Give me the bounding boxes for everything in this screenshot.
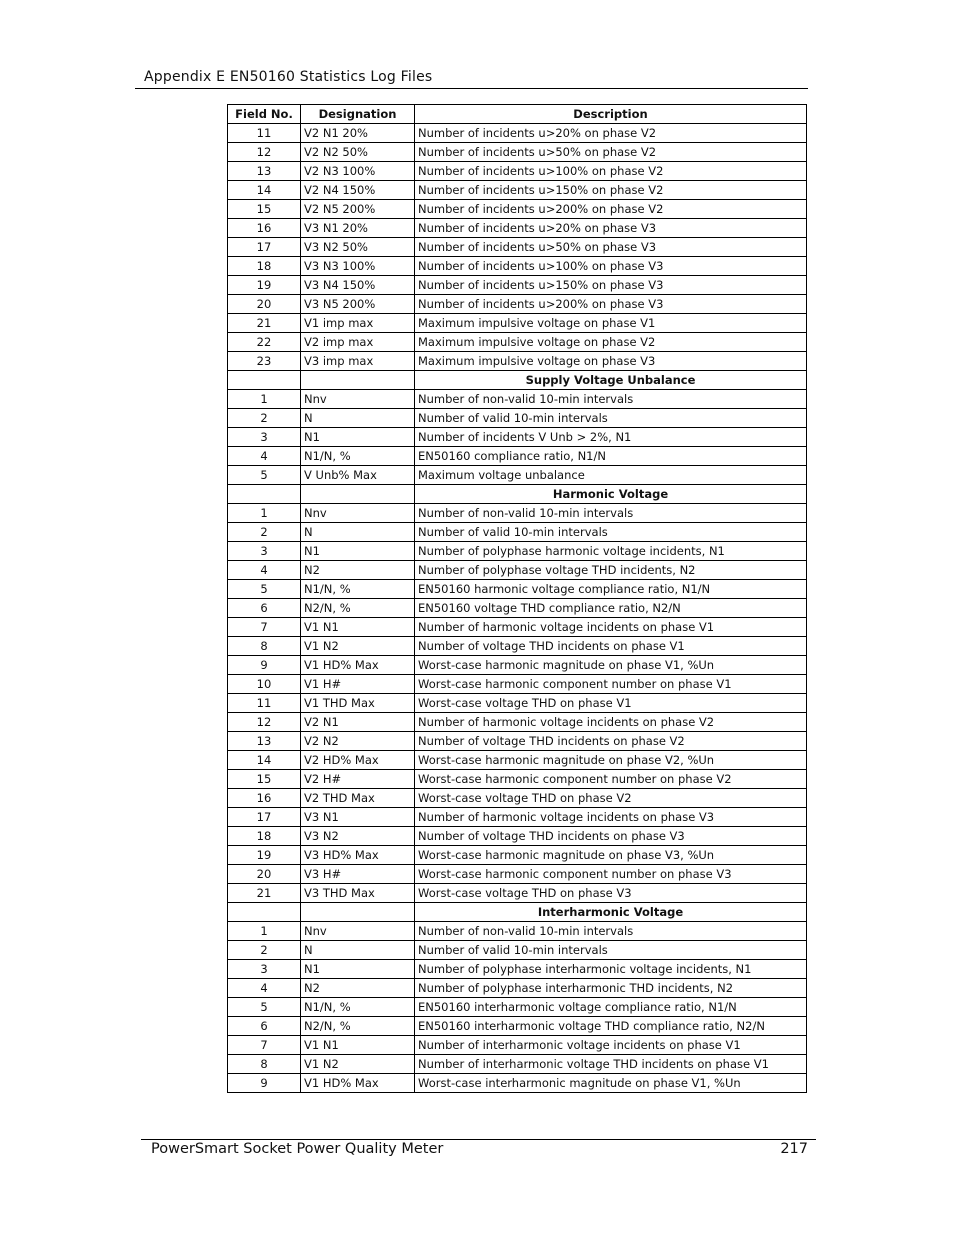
- table-row: [228, 409, 807, 428]
- description-cell: Number of non-valid 10-min intervals: [415, 504, 807, 523]
- table-row: [228, 580, 807, 599]
- section-title-cell: Harmonic Voltage: [415, 485, 807, 504]
- description-cell: Number of polyphase interharmonic THD incidents, N2: [415, 979, 807, 998]
- field-no-cell: 5: [228, 998, 301, 1017]
- designation-cell: Nnv: [301, 922, 415, 941]
- table-row: [228, 979, 807, 998]
- table-row: [228, 143, 807, 162]
- description-cell: Number of incidents u>200% on phase V2: [415, 200, 807, 219]
- description-cell: Number of incidents u>200% on phase V3: [415, 295, 807, 314]
- table-row: [228, 352, 807, 371]
- designation-cell: V2 N1: [301, 713, 415, 732]
- field-no-cell: 4: [228, 561, 301, 580]
- field-no-cell: 1: [228, 504, 301, 523]
- field-no-cell: 21: [228, 314, 301, 333]
- designation-cell: V3 N3 100%: [301, 257, 415, 276]
- designation-cell: N1/N, %: [301, 580, 415, 599]
- designation-cell: V1 imp max: [301, 314, 415, 333]
- designation-cell: V1 THD Max: [301, 694, 415, 713]
- field-no-cell: [228, 371, 301, 390]
- description-cell: Number of voltage THD incidents on phase V2: [415, 732, 807, 751]
- designation-cell: V3 N2 50%: [301, 238, 415, 257]
- section-title-cell: Interharmonic Voltage: [415, 903, 807, 922]
- field-no-cell: 5: [228, 466, 301, 485]
- field-no-cell: 14: [228, 751, 301, 770]
- field-no-cell: 2: [228, 409, 301, 428]
- designation-cell: N2: [301, 979, 415, 998]
- description-cell: Worst-case voltage THD on phase V3: [415, 884, 807, 903]
- description-cell: Worst-case harmonic magnitude on phase V3, %Un: [415, 846, 807, 865]
- field-no-cell: 9: [228, 656, 301, 675]
- designation-cell: Nnv: [301, 390, 415, 409]
- description-cell: Number of polyphase harmonic voltage incidents, N1: [415, 542, 807, 561]
- table-body: [228, 124, 807, 1093]
- designation-cell: V3 imp max: [301, 352, 415, 371]
- designation-cell: V3 N1 20%: [301, 219, 415, 238]
- field-no-cell: 10: [228, 675, 301, 694]
- table-row: [228, 732, 807, 751]
- field-no-cell: 17: [228, 238, 301, 257]
- table-section-row: [228, 371, 807, 390]
- table-row: [228, 618, 807, 637]
- designation-cell: V2 HD% Max: [301, 751, 415, 770]
- table-row: [228, 1055, 807, 1074]
- field-no-cell: [228, 903, 301, 922]
- designation-cell: N: [301, 941, 415, 960]
- field-no-cell: 1: [228, 390, 301, 409]
- table-row: [228, 751, 807, 770]
- table-row: [228, 181, 807, 200]
- designation-cell: V1 HD% Max: [301, 1074, 415, 1093]
- table-row: [228, 713, 807, 732]
- column-header-field-no: Field No.: [228, 105, 301, 124]
- field-no-cell: 6: [228, 1017, 301, 1036]
- description-cell: Maximum voltage unbalance: [415, 466, 807, 485]
- designation-cell: V3 HD% Max: [301, 846, 415, 865]
- description-cell: Worst-case interharmonic magnitude on phase V1, %Un: [415, 1074, 807, 1093]
- field-no-cell: 11: [228, 124, 301, 143]
- table-row: [228, 846, 807, 865]
- designation-cell: N1: [301, 960, 415, 979]
- table-row: [228, 998, 807, 1017]
- field-no-cell: 4: [228, 447, 301, 466]
- table-row: [228, 1036, 807, 1055]
- designation-cell: N1/N, %: [301, 998, 415, 1017]
- designation-cell: Nnv: [301, 504, 415, 523]
- description-cell: Number of incidents u>150% on phase V3: [415, 276, 807, 295]
- field-no-cell: 20: [228, 295, 301, 314]
- field-no-cell: 3: [228, 542, 301, 561]
- description-cell: Number of incidents u>100% on phase V3: [415, 257, 807, 276]
- table-row: [228, 238, 807, 257]
- designation-cell: N: [301, 523, 415, 542]
- field-no-cell: 23: [228, 352, 301, 371]
- table-section-row: [228, 485, 807, 504]
- designation-cell: N2/N, %: [301, 599, 415, 618]
- field-no-cell: 22: [228, 333, 301, 352]
- designation-cell: V2 THD Max: [301, 789, 415, 808]
- table-row: [228, 428, 807, 447]
- field-no-cell: 2: [228, 941, 301, 960]
- description-cell: Maximum impulsive voltage on phase V3: [415, 352, 807, 371]
- description-cell: Number of incidents V Unb > 2%, N1: [415, 428, 807, 447]
- description-cell: Number of incidents u>50% on phase V3: [415, 238, 807, 257]
- field-no-cell: 2: [228, 523, 301, 542]
- field-no-cell: 19: [228, 846, 301, 865]
- field-no-cell: 5: [228, 580, 301, 599]
- description-cell: EN50160 harmonic voltage compliance ratio, N1/N: [415, 580, 807, 599]
- description-cell: Worst-case harmonic magnitude on phase V2, %Un: [415, 751, 807, 770]
- table-row: [228, 922, 807, 941]
- description-cell: EN50160 compliance ratio, N1/N: [415, 447, 807, 466]
- header-divider: [135, 88, 808, 89]
- designation-cell: [301, 903, 415, 922]
- table-row: [228, 694, 807, 713]
- description-cell: Worst-case voltage THD on phase V2: [415, 789, 807, 808]
- table-row: [228, 865, 807, 884]
- description-cell: Number of polyphase voltage THD incidents, N2: [415, 561, 807, 580]
- table-row: [228, 333, 807, 352]
- statistics-log-table: [227, 104, 807, 1093]
- field-no-cell: 16: [228, 789, 301, 808]
- designation-cell: N2/N, %: [301, 1017, 415, 1036]
- table-row: [228, 219, 807, 238]
- table-row: [228, 770, 807, 789]
- section-title-cell: Supply Voltage Unbalance: [415, 371, 807, 390]
- description-cell: Number of incidents u>20% on phase V3: [415, 219, 807, 238]
- designation-cell: N: [301, 409, 415, 428]
- field-no-cell: 1: [228, 922, 301, 941]
- designation-cell: V Unb% Max: [301, 466, 415, 485]
- field-no-cell: 7: [228, 618, 301, 637]
- field-no-cell: 15: [228, 200, 301, 219]
- field-no-cell: 16: [228, 219, 301, 238]
- description-cell: Number of non-valid 10-min intervals: [415, 922, 807, 941]
- table-header-row: [228, 105, 807, 124]
- field-no-cell: 17: [228, 808, 301, 827]
- description-cell: Worst-case harmonic component number on phase V3: [415, 865, 807, 884]
- page-header-title: Appendix E EN50160 Statistics Log Files: [144, 69, 433, 85]
- table-row: [228, 960, 807, 979]
- description-cell: Worst-case harmonic magnitude on phase V1, %Un: [415, 656, 807, 675]
- table-row: [228, 124, 807, 143]
- designation-cell: N1: [301, 542, 415, 561]
- designation-cell: V2 N2: [301, 732, 415, 751]
- table-row: [228, 314, 807, 333]
- field-no-cell: 13: [228, 162, 301, 181]
- designation-cell: [301, 371, 415, 390]
- field-no-cell: 6: [228, 599, 301, 618]
- field-no-cell: 19: [228, 276, 301, 295]
- description-cell: Maximum impulsive voltage on phase V2: [415, 333, 807, 352]
- field-no-cell: 20: [228, 865, 301, 884]
- designation-cell: V1 HD% Max: [301, 656, 415, 675]
- field-no-cell: 9: [228, 1074, 301, 1093]
- field-no-cell: 21: [228, 884, 301, 903]
- description-cell: Worst-case harmonic component number on phase V2: [415, 770, 807, 789]
- table-row: [228, 390, 807, 409]
- designation-cell: N1: [301, 428, 415, 447]
- designation-cell: V3 N1: [301, 808, 415, 827]
- description-cell: Number of harmonic voltage incidents on phase V2: [415, 713, 807, 732]
- description-cell: Number of non-valid 10-min intervals: [415, 390, 807, 409]
- designation-cell: V1 N1: [301, 1036, 415, 1055]
- description-cell: Maximum impulsive voltage on phase V1: [415, 314, 807, 333]
- field-no-cell: 12: [228, 713, 301, 732]
- table-row: [228, 656, 807, 675]
- designation-cell: V2 N4 150%: [301, 181, 415, 200]
- designation-cell: V2 imp max: [301, 333, 415, 352]
- description-cell: EN50160 interharmonic voltage THD compliance ratio, N2/N: [415, 1017, 807, 1036]
- field-no-cell: 7: [228, 1036, 301, 1055]
- table-row: [228, 523, 807, 542]
- footer-product-name: PowerSmart Socket Power Quality Meter: [151, 1141, 444, 1157]
- field-no-cell: 3: [228, 428, 301, 447]
- field-no-cell: 8: [228, 1055, 301, 1074]
- designation-cell: V3 N4 150%: [301, 276, 415, 295]
- designation-cell: [301, 485, 415, 504]
- column-header-description: Description: [415, 105, 807, 124]
- description-cell: EN50160 interharmonic voltage compliance ratio, N1/N: [415, 998, 807, 1017]
- table-row: [228, 808, 807, 827]
- table-row: [228, 789, 807, 808]
- description-cell: Number of harmonic voltage incidents on phase V3: [415, 808, 807, 827]
- designation-cell: V3 N2: [301, 827, 415, 846]
- field-no-cell: 8: [228, 637, 301, 656]
- designation-cell: V1 N1: [301, 618, 415, 637]
- page-number: 217: [780, 1141, 808, 1157]
- field-no-cell: 11: [228, 694, 301, 713]
- description-cell: Number of valid 10-min intervals: [415, 941, 807, 960]
- table-row: [228, 257, 807, 276]
- designation-cell: N1/N, %: [301, 447, 415, 466]
- designation-cell: V3 THD Max: [301, 884, 415, 903]
- field-no-cell: 13: [228, 732, 301, 751]
- table-section-row: [228, 903, 807, 922]
- field-no-cell: 18: [228, 257, 301, 276]
- table-row: [228, 504, 807, 523]
- table-row: [228, 561, 807, 580]
- designation-cell: V2 N3 100%: [301, 162, 415, 181]
- description-cell: Number of incidents u>20% on phase V2: [415, 124, 807, 143]
- designation-cell: V2 N5 200%: [301, 200, 415, 219]
- table-row: [228, 675, 807, 694]
- designation-cell: V1 N2: [301, 1055, 415, 1074]
- table-row: [228, 466, 807, 485]
- designation-cell: V3 N5 200%: [301, 295, 415, 314]
- designation-cell: V1 H#: [301, 675, 415, 694]
- description-cell: Number of interharmonic voltage incidents on phase V1: [415, 1036, 807, 1055]
- designation-cell: V3 H#: [301, 865, 415, 884]
- field-no-cell: 15: [228, 770, 301, 789]
- field-no-cell: 12: [228, 143, 301, 162]
- field-no-cell: [228, 485, 301, 504]
- description-cell: Number of polyphase interharmonic voltage incidents, N1: [415, 960, 807, 979]
- description-cell: Number of incidents u>150% on phase V2: [415, 181, 807, 200]
- table-row: [228, 599, 807, 618]
- description-cell: Worst-case harmonic component number on phase V1: [415, 675, 807, 694]
- description-cell: Number of incidents u>50% on phase V2: [415, 143, 807, 162]
- field-no-cell: 4: [228, 979, 301, 998]
- table-row: [228, 1017, 807, 1036]
- column-header-designation: Designation: [301, 105, 415, 124]
- table-row: [228, 827, 807, 846]
- table-row: [228, 884, 807, 903]
- table-row: [228, 295, 807, 314]
- table-row: [228, 447, 807, 466]
- description-cell: EN50160 voltage THD compliance ratio, N2/N: [415, 599, 807, 618]
- table-row: [228, 200, 807, 219]
- description-cell: Number of valid 10-min intervals: [415, 409, 807, 428]
- designation-cell: N2: [301, 561, 415, 580]
- footer-divider: [141, 1139, 816, 1140]
- table-row: [228, 276, 807, 295]
- table-row: [228, 637, 807, 656]
- description-cell: Number of harmonic voltage incidents on phase V1: [415, 618, 807, 637]
- description-cell: Worst-case voltage THD on phase V1: [415, 694, 807, 713]
- description-cell: Number of incidents u>100% on phase V2: [415, 162, 807, 181]
- description-cell: Number of valid 10-min intervals: [415, 523, 807, 542]
- description-cell: Number of voltage THD incidents on phase V1: [415, 637, 807, 656]
- table-row: [228, 542, 807, 561]
- table-row: [228, 162, 807, 181]
- designation-cell: V1 N2: [301, 637, 415, 656]
- field-no-cell: 3: [228, 960, 301, 979]
- designation-cell: V2 N2 50%: [301, 143, 415, 162]
- designation-cell: V2 N1 20%: [301, 124, 415, 143]
- table-row: [228, 1074, 807, 1093]
- table-row: [228, 941, 807, 960]
- description-cell: Number of voltage THD incidents on phase V3: [415, 827, 807, 846]
- field-no-cell: 14: [228, 181, 301, 200]
- field-no-cell: 18: [228, 827, 301, 846]
- description-cell: Number of interharmonic voltage THD incidents on phase V1: [415, 1055, 807, 1074]
- designation-cell: V2 H#: [301, 770, 415, 789]
